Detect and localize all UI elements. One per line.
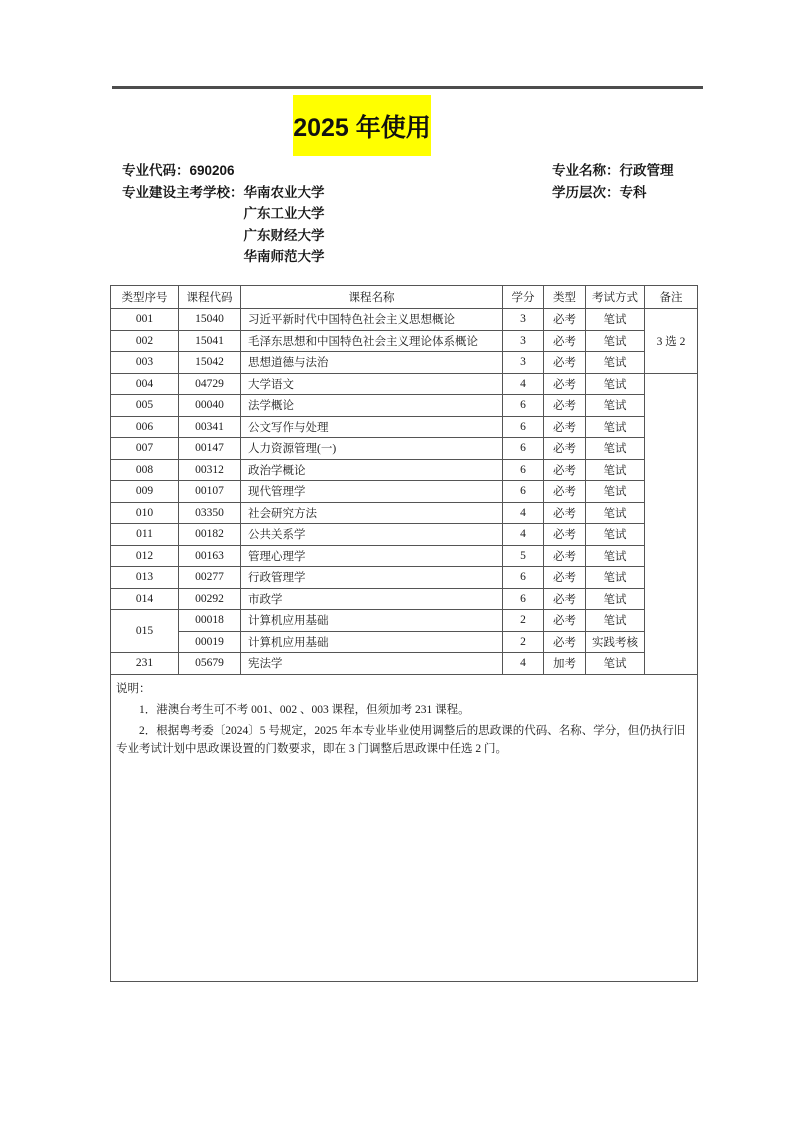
notes-cell: [111, 674, 698, 981]
type-cell: 必考: [544, 459, 586, 481]
column-header-seq: 类型序号: [111, 286, 179, 309]
seq-cell: 231: [111, 653, 179, 675]
type-cell: 必考: [544, 631, 586, 653]
name-cell: 公文写作与处理: [241, 416, 503, 438]
course-row: [111, 588, 698, 610]
name-cell: 管理心理学: [241, 545, 503, 567]
name-cell: 市政学: [241, 588, 503, 610]
credits-cell: 6: [503, 395, 544, 417]
type-cell: 必考: [544, 438, 586, 460]
major-name-value: 行政管理: [619, 163, 674, 178]
credits-cell: 2: [503, 631, 544, 653]
notes-title: 说明：: [116, 682, 151, 695]
exam-cell: 笔试: [586, 610, 645, 632]
remark-cell: [645, 373, 698, 674]
major-code-line: [122, 160, 325, 182]
column-header-exam: 考试方式: [586, 286, 645, 309]
type-cell: 必考: [544, 395, 586, 417]
exam-cell: 实践考核: [586, 631, 645, 653]
course-row: [111, 309, 698, 331]
exam-cell: 笔试: [586, 653, 645, 675]
credits-cell: 4: [503, 524, 544, 546]
exam-cell: 笔试: [586, 481, 645, 503]
course-row: [111, 438, 698, 460]
exam-cell: 笔试: [586, 588, 645, 610]
code-cell: 00018: [179, 610, 241, 632]
seq-cell: 007: [111, 438, 179, 460]
course-row: [111, 395, 698, 417]
credits-cell: 6: [503, 416, 544, 438]
course-row: [111, 459, 698, 481]
credits-cell: 6: [503, 567, 544, 589]
exam-cell: 笔试: [586, 373, 645, 395]
code-cell: 00040: [179, 395, 241, 417]
code-cell: 00341: [179, 416, 241, 438]
code-cell: 00019: [179, 631, 241, 653]
code-cell: 00182: [179, 524, 241, 546]
type-cell: 必考: [544, 588, 586, 610]
remark-cell: 3 选 2: [645, 309, 698, 374]
name-cell: 习近平新时代中国特色社会主义思想概论: [241, 309, 503, 331]
code-cell: 00312: [179, 459, 241, 481]
school-item: 广东工业大学: [243, 206, 325, 221]
course-row: [111, 330, 698, 352]
name-cell: 计算机应用基础: [241, 610, 503, 632]
exam-cell: 笔试: [586, 567, 645, 589]
credits-cell: 6: [503, 588, 544, 610]
type-cell: 加考: [544, 653, 586, 675]
course-row: [111, 567, 698, 589]
note-item-1: 1．港澳台考生可不考 001、002 、003 课程，但须加考 231 课程。: [139, 703, 470, 716]
course-row: [111, 416, 698, 438]
course-row: [111, 610, 698, 632]
exam-cell: 笔试: [586, 459, 645, 481]
column-header-code: 课程代码: [179, 286, 241, 309]
school-item: 华南师范大学: [243, 249, 325, 264]
title-highlight: [293, 95, 431, 156]
major-code-label: 专业代码：: [122, 163, 190, 178]
seq-cell: 005: [111, 395, 179, 417]
column-header-type: 类型: [544, 286, 586, 309]
exam-cell: 笔试: [586, 395, 645, 417]
level-label: 学历层次：: [552, 184, 620, 200]
course-row: [111, 545, 698, 567]
type-cell: 必考: [544, 373, 586, 395]
exam-cell: 笔试: [586, 545, 645, 567]
schools-line: [122, 182, 325, 268]
page-title: 2025 年使用: [293, 113, 431, 142]
course-plan-table: [110, 285, 698, 982]
credits-cell: 6: [503, 438, 544, 460]
seq-cell: 009: [111, 481, 179, 503]
type-cell: 必考: [544, 524, 586, 546]
code-cell: 00292: [179, 588, 241, 610]
exam-cell: 笔试: [586, 524, 645, 546]
column-header-remark: 备注: [645, 286, 698, 309]
credits-cell: 2: [503, 610, 544, 632]
credits-cell: 3: [503, 352, 544, 374]
seq-cell: 002: [111, 330, 179, 352]
exam-cell: 笔试: [586, 352, 645, 374]
school-item: 广东财经大学: [243, 227, 325, 243]
note-item-2: 2．根据粤考委〔2024〕5 号规定，2025 年本专业毕业使用调整后的思政课的代码、名称、学分，但仍执行旧专业考试计划中思政课设置的门数要求，即在 3 门调整后思政课中任选 2 门。: [116, 725, 686, 755]
table-header: [111, 286, 698, 309]
level-line: [552, 182, 674, 204]
type-cell: 必考: [544, 502, 586, 524]
course-row: [111, 653, 698, 675]
name-cell: 思想道德与法治: [241, 352, 503, 374]
credits-cell: 4: [503, 653, 544, 675]
credits-cell: 5: [503, 545, 544, 567]
course-row: [111, 524, 698, 546]
course-row: [111, 373, 698, 395]
code-cell: 00163: [179, 545, 241, 567]
code-cell: 00277: [179, 567, 241, 589]
code-cell: 00147: [179, 438, 241, 460]
exam-cell: 笔试: [586, 330, 645, 352]
seq-cell: 012: [111, 545, 179, 567]
major-info-left: [122, 160, 325, 268]
schools-list: [244, 182, 325, 268]
name-cell: 法学概论: [241, 395, 503, 417]
major-code-value: 690206: [189, 163, 235, 178]
credits-cell: 4: [503, 373, 544, 395]
name-cell: 计算机应用基础: [241, 631, 503, 653]
seq-cell: 006: [111, 416, 179, 438]
course-row: [111, 502, 698, 524]
type-cell: 必考: [544, 481, 586, 503]
seq-cell: 014: [111, 588, 179, 610]
schools-label: 专业建设主考学校：: [122, 184, 244, 200]
type-cell: 必考: [544, 352, 586, 374]
name-cell: 大学语文: [241, 373, 503, 395]
type-cell: 必考: [544, 330, 586, 352]
school-item: 华南农业大学: [243, 184, 325, 200]
course-table-body: [111, 309, 698, 675]
course-row: [111, 481, 698, 503]
type-cell: 必考: [544, 610, 586, 632]
credits-cell: 6: [503, 459, 544, 481]
code-cell: 15040: [179, 309, 241, 331]
type-cell: 必考: [544, 416, 586, 438]
credits-cell: 3: [503, 309, 544, 331]
seq-cell: 011: [111, 524, 179, 546]
code-cell: 00107: [179, 481, 241, 503]
notes-row: [111, 674, 698, 981]
seq-cell: 015: [111, 610, 179, 653]
seq-cell: 013: [111, 567, 179, 589]
course-row: [111, 352, 698, 374]
seq-cell: 008: [111, 459, 179, 481]
type-cell: 必考: [544, 545, 586, 567]
seq-cell: 004: [111, 373, 179, 395]
code-cell: 05679: [179, 653, 241, 675]
type-cell: 必考: [544, 309, 586, 331]
name-cell: 行政管理学: [241, 567, 503, 589]
level-value: 专科: [619, 184, 647, 200]
seq-cell: 003: [111, 352, 179, 374]
top-divider-rule: [112, 86, 703, 89]
code-cell: 15041: [179, 330, 241, 352]
exam-cell: 笔试: [586, 416, 645, 438]
exam-cell: 笔试: [586, 309, 645, 331]
major-name-label: 专业名称：: [552, 163, 620, 178]
name-cell: 宪法学: [241, 653, 503, 675]
exam-cell: 笔试: [586, 502, 645, 524]
major-info-right: [552, 160, 674, 203]
seq-cell: 010: [111, 502, 179, 524]
name-cell: 社会研究方法: [241, 502, 503, 524]
credits-cell: 4: [503, 502, 544, 524]
seq-cell: 001: [111, 309, 179, 331]
column-header-name: 课程名称: [241, 286, 503, 309]
code-cell: 03350: [179, 502, 241, 524]
notes-section: [111, 674, 698, 981]
type-cell: 必考: [544, 567, 586, 589]
name-cell: 公共关系学: [241, 524, 503, 546]
name-cell: 毛泽东思想和中国特色社会主义理论体系概论: [241, 330, 503, 352]
exam-cell: 笔试: [586, 438, 645, 460]
column-header-credits: 学分: [503, 286, 544, 309]
name-cell: 现代管理学: [241, 481, 503, 503]
name-cell: 人力资源管理(一): [241, 438, 503, 460]
name-cell: 政治学概论: [241, 459, 503, 481]
credits-cell: 3: [503, 330, 544, 352]
code-cell: 04729: [179, 373, 241, 395]
code-cell: 15042: [179, 352, 241, 374]
header-row: [111, 286, 698, 309]
credits-cell: 6: [503, 481, 544, 503]
course-row: [111, 631, 698, 653]
major-name-line: [552, 160, 674, 182]
